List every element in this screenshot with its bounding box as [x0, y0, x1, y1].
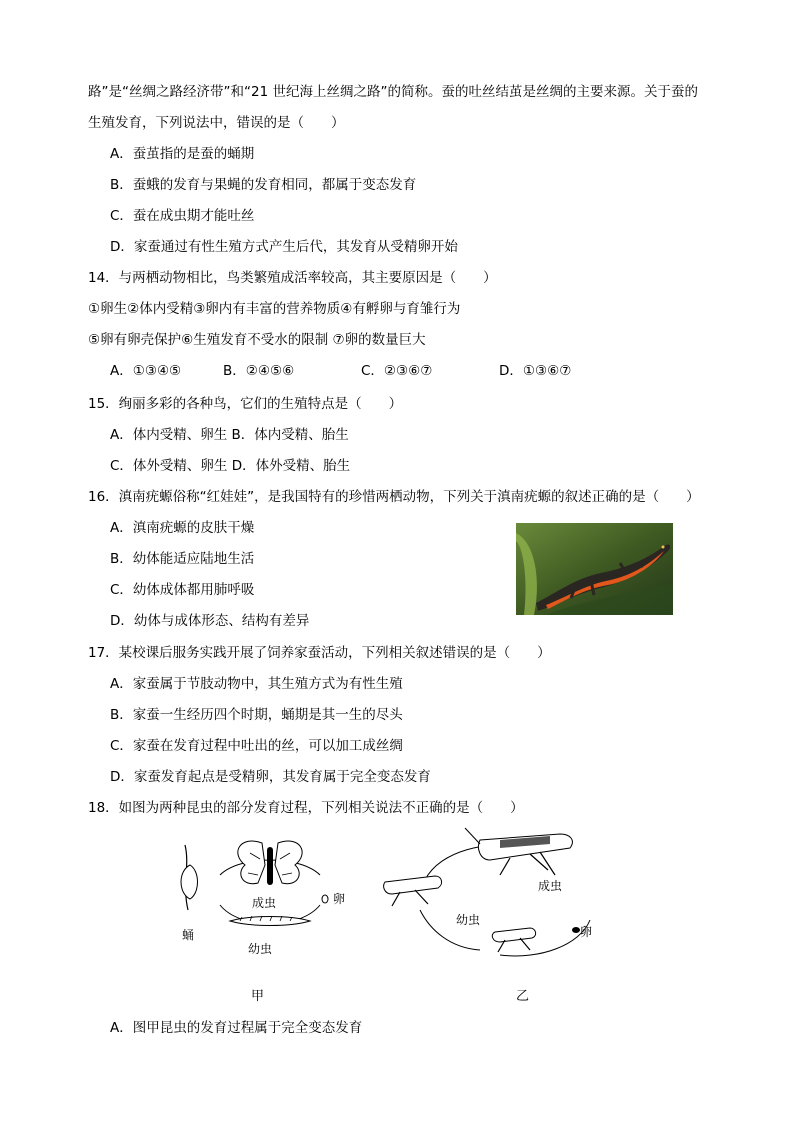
statement-line: ①卵生②体内受精③卵内有丰富的营养物质④有孵卵与育雏行为 [88, 301, 461, 317]
option-d: D．①③⑥⑦ [499, 363, 572, 379]
text-line: 路”是“丝绸之路经济带”和“21 世纪海上丝绸之路”的简称。蚕的吐丝结茧是丝绸的主要来源。关于蚕的 [88, 84, 698, 100]
question-15: 15．绚丽多彩的各种鸟，它们的生殖特点是（ ） [88, 396, 403, 412]
option-a: A．家蚕属于节肢动物中，其生殖方式为有性生殖 [110, 676, 403, 692]
label-larva: 幼虫 [456, 913, 481, 927]
options-row [110, 361, 571, 381]
options-row: C．体外受精、卵生 D．体外受精、胎生 [110, 458, 351, 474]
label-adult: 成虫 [252, 896, 277, 910]
option-b: B．蚕蛾的发育与果蝇的发育相同，都属于变态发育 [110, 177, 417, 193]
question-17: 17．某校课后服务实践开展了饲养家蚕活动，下列相关叙述错误的是（ ） [88, 645, 551, 661]
label-adult: 成虫 [538, 879, 563, 893]
caption-a: 甲 [251, 989, 265, 1004]
option-a: A．蚕茧指的是蚕的蛹期 [110, 146, 255, 162]
text-line: 生殖发育，下列说法中，错误的是（ ） [88, 115, 345, 131]
label-egg: 卵 [580, 925, 593, 939]
option-d: D．家蚕发育起点是受精卵，其发育属于完全变态发育 [110, 769, 431, 785]
option-d: D．幼体与成体形态、结构有差异 [110, 613, 310, 629]
option-c: C．家蚕在发育过程中吐出的丝，可以加工成丝绸 [110, 738, 403, 754]
option-b: B．家蚕一生经历四个时期，蛹期是其一生的尽头 [110, 707, 403, 723]
option-a: A．①③④⑤ [110, 363, 182, 379]
newt-photo [516, 523, 673, 615]
caption-b: 乙 [516, 989, 530, 1004]
option-c: C．蚕在成虫期才能吐丝 [110, 208, 255, 224]
question-16: 16．滇南疣螈俗称“红娃娃”，是我国特有的珍惜两栖动物，下列关于滇南疣螈的叙述正确的是（ ） [88, 489, 700, 505]
option-c: C．②③⑥⑦ [361, 363, 433, 379]
question-14: 14．与两栖动物相比，鸟类繁殖成活率较高，其主要原因是（ ） [88, 270, 497, 286]
option-a: A．滇南疣螈的皮肤干燥 [110, 520, 255, 536]
option-c: C．幼体成体都用肺呼吸 [110, 582, 255, 598]
label-pupa: 蛹 [182, 928, 195, 942]
label-egg: 卵 [333, 892, 346, 906]
option-b: B．②④⑤⑥ [223, 363, 295, 379]
grasshopper-life-cycle-diagram [380, 820, 610, 970]
option-b: B．幼体能适应陆地生活 [110, 551, 255, 567]
statement-line: ⑤卵有卵壳保护⑥生殖发育不受水的限制 ⑦卵的数量巨大 [88, 332, 426, 348]
label-larva: 幼虫 [248, 942, 273, 956]
option-d: D．家蚕通过有性生殖方式产生后代，其发育从受精卵开始 [110, 239, 458, 255]
butterfly-life-cycle-diagram [170, 835, 370, 965]
option-a: A．图甲昆虫的发育过程属于完全变态发育 [110, 1020, 363, 1036]
question-18: 18．如图为两种昆虫的部分发育过程，下列相关说法不正确的是（ ） [88, 800, 524, 816]
options-row: A．体内受精、卵生 B．体内受精、胎生 [110, 427, 349, 443]
